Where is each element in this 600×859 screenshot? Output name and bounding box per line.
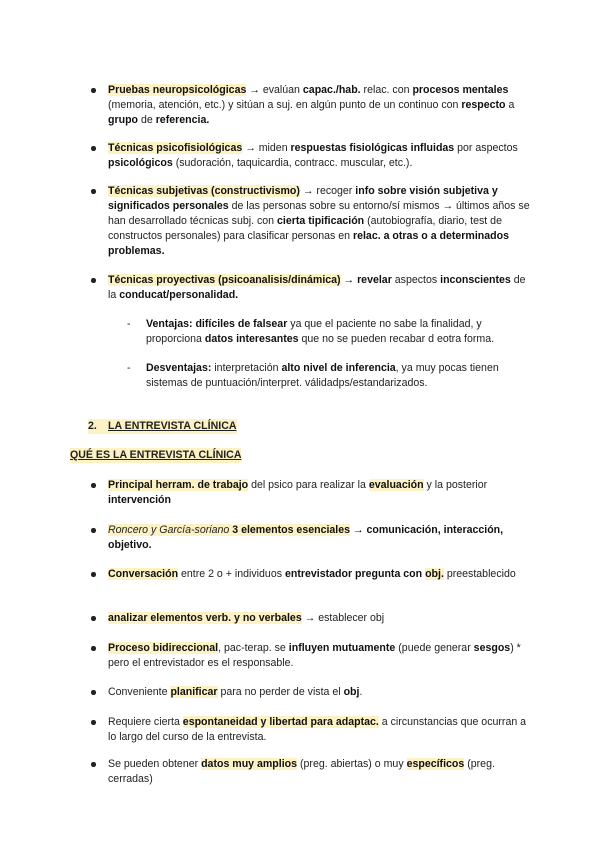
list-item: Conversación entre 2 o + individuos entrevistador pregunta con obj. preestablecido bbox=[108, 567, 536, 582]
list-item: Se pueden obtener datos muy amplios (preg. abiertas) o muy específicos (preg. cerradas) bbox=[108, 757, 536, 787]
list-item: Requiere cierta espontaneidad y libertad para adaptac. a circunstancias que ocurran a lo largo del curso de la entrevista. bbox=[108, 715, 536, 745]
section-title: LA ENTREVISTA CLÍNICA bbox=[108, 419, 237, 432]
list-item-desventajas: - Desventajas: interpretación alto nivel de inferencia, ya muy pocas tienen sistemas de puntuación/interpret. válidadps/estandarizados. bbox=[146, 361, 536, 391]
list-item: Proceso bidireccional, pac-terap. se influyen mutuamente (puede generar sesgos) * pero el entrevistador es el responsable. bbox=[108, 641, 536, 671]
list-item: Pruebas neuropsicológicas → evalúan capac./hab. relac. con procesos mentales (memoria, atención, etc.) y sitúan a suj. en algún punto de un continuo con respecto a grupo de referencia. bbox=[108, 83, 536, 128]
list-item: Técnicas proyectivas (psicoanalisis/dinámica) → revelar aspectos inconscientes de la conducat/personalidad. bbox=[108, 273, 536, 303]
list-item: Técnicas psicofisiológicas → miden respuestas fisiológicas influidas por aspectos psicológicos (sudoración, taquicardia, contracc. muscular, etc.). bbox=[108, 141, 536, 171]
list-item: Conveniente planificar para no perder de vista el obj. bbox=[108, 685, 536, 700]
list-item: analizar elementos verb. y no verbales → establecer obj bbox=[108, 611, 536, 626]
list-item: Roncero y García-soriano 3 elementos esenciales → comunicación, interacción, objetivo. bbox=[108, 523, 536, 553]
document-page bbox=[0, 11, 600, 859]
subsection-heading: QUÉ ES LA ENTREVISTA CLÍNICA bbox=[70, 448, 242, 461]
list-item-ventajas: - Ventajas: difíciles de falsear ya que el paciente no sabe la finalidad, y proporciona datos interesantes que no se pueden recabar d eotra forma. bbox=[146, 317, 536, 347]
section-heading bbox=[88, 419, 237, 434]
list-item: Principal herram. de trabajo del psico para realizar la evaluación y la posterior intervención bbox=[108, 478, 536, 508]
list-item: Técnicas subjetivas (constructivismo) → recoger info sobre visión subjetiva y significados personales de las personas sobre su entorno/sí mismos → últimos años se han desarrollado técnicas subj. con cierta tipificación (autobiografía, diario, test de constructos personales) para clasificar personas en relac. a otras o a determinados problemas. bbox=[108, 184, 536, 259]
section-number: 2. bbox=[88, 419, 97, 432]
